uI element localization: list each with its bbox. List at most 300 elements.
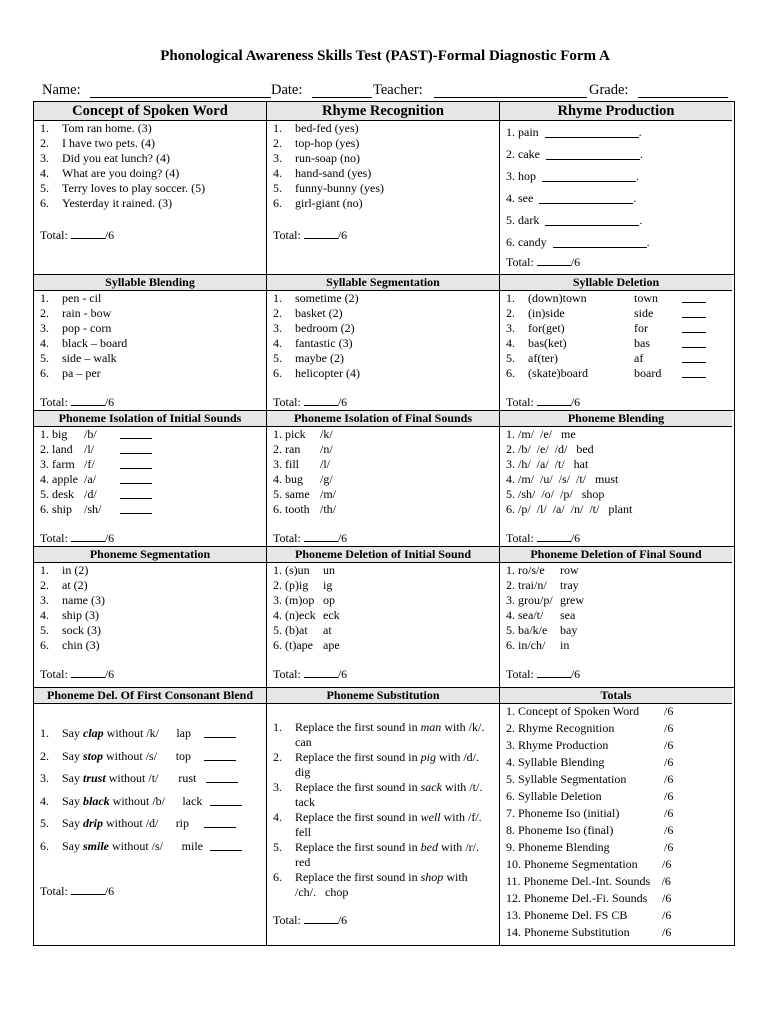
totals-denom: /6 bbox=[664, 823, 674, 837]
totals-denom: /6 bbox=[664, 789, 674, 803]
total-field[interactable] bbox=[71, 883, 105, 895]
syllable-blending-section bbox=[34, 275, 267, 410]
item-number: 2. bbox=[273, 306, 282, 320]
list-item: 1. pain . bbox=[506, 124, 642, 139]
total-denom: /6 bbox=[337, 531, 348, 545]
item-text: at (2) bbox=[62, 578, 88, 592]
item-number: 4. bbox=[506, 755, 518, 769]
total-label: Total: bbox=[40, 228, 68, 242]
totals-row bbox=[506, 857, 728, 874]
total-field[interactable] bbox=[537, 254, 571, 266]
totals-row bbox=[506, 823, 728, 840]
total-denom: /6 bbox=[104, 395, 115, 409]
item-sound: sea bbox=[560, 608, 576, 622]
teacher-label: Teacher: bbox=[373, 82, 423, 98]
totals-row bbox=[506, 789, 728, 806]
item-sound: /g/ bbox=[320, 472, 333, 486]
item-text: see bbox=[518, 190, 534, 205]
item-number: 1. bbox=[273, 427, 285, 441]
first-consonant-blend-deletion-section bbox=[34, 688, 267, 945]
item-number: 6. bbox=[506, 234, 518, 249]
item-number: 2. bbox=[506, 146, 518, 161]
item-number: 5. bbox=[506, 623, 518, 637]
answer-blank[interactable] bbox=[553, 236, 647, 248]
item-number: 5. bbox=[273, 840, 282, 854]
list-item bbox=[40, 794, 262, 817]
item-text: Did you eat lunch? (4) bbox=[62, 151, 170, 165]
item-number: 1. bbox=[40, 726, 49, 740]
total-denom: /6 bbox=[570, 667, 581, 681]
totals-label: Phoneme Del. FS CB bbox=[524, 908, 628, 922]
total-denom: /6 bbox=[337, 228, 348, 242]
list-item bbox=[506, 351, 728, 366]
item-number: 5. bbox=[273, 623, 285, 637]
total-denom: /6 bbox=[570, 395, 581, 409]
total-denom: /6 bbox=[570, 531, 581, 545]
answer-blank[interactable] bbox=[120, 427, 152, 439]
totals-denom: /6 bbox=[664, 772, 674, 786]
item-text: girl-giant (no) bbox=[295, 196, 363, 210]
item-answer: must bbox=[595, 472, 619, 486]
phoneme-deletion-final-section bbox=[500, 547, 732, 687]
item-number: 5. bbox=[273, 351, 282, 365]
item-number: 13. bbox=[506, 908, 524, 922]
total-field[interactable] bbox=[71, 394, 105, 406]
instruction-text: Replace the first sound in bbox=[295, 720, 418, 734]
item-word: land bbox=[52, 442, 73, 456]
item-sound: /sh/ bbox=[84, 502, 102, 516]
total-field[interactable] bbox=[537, 666, 571, 678]
list-item bbox=[273, 608, 495, 623]
date-label: Date: bbox=[271, 82, 303, 98]
list-item bbox=[273, 427, 495, 442]
answer-blank[interactable] bbox=[682, 336, 706, 348]
item-number: 6. bbox=[40, 502, 52, 516]
item-number: 6. bbox=[40, 638, 49, 652]
phoneme-deletion-initial-section bbox=[267, 547, 500, 687]
item-answer: plant bbox=[608, 502, 633, 516]
item-text: black – board bbox=[62, 336, 128, 350]
item-text: chin (3) bbox=[62, 638, 100, 652]
section-title: Syllable Segmentation bbox=[267, 275, 499, 291]
item-number: 4. bbox=[40, 166, 49, 180]
grade-field[interactable] bbox=[638, 97, 728, 98]
list-item bbox=[506, 336, 728, 351]
total-label: Total: bbox=[506, 395, 534, 409]
item-text: sock (3) bbox=[62, 623, 101, 637]
item-sound: /b/ bbox=[84, 427, 97, 441]
item-answer: for bbox=[634, 321, 648, 335]
item-number: 5. bbox=[273, 181, 282, 195]
list-item bbox=[40, 749, 262, 772]
item-answer: lack bbox=[182, 793, 203, 808]
totals-denom: /6 bbox=[661, 874, 671, 888]
totals-label: Syllable Blending bbox=[518, 755, 605, 769]
instruction-text: Replace the first sound in bbox=[295, 810, 418, 824]
instruction-text: Replace the first sound in bbox=[295, 840, 418, 854]
item-answer: red bbox=[295, 855, 311, 869]
list-item: 4. see . bbox=[506, 190, 637, 205]
item-sound: /k/ bbox=[320, 427, 333, 441]
answer-blank[interactable] bbox=[682, 291, 706, 303]
list-item bbox=[40, 306, 262, 321]
list-item bbox=[273, 306, 495, 321]
answer-blank[interactable] bbox=[545, 126, 639, 138]
list-item bbox=[273, 366, 495, 381]
item-sound: /l/ bbox=[84, 442, 95, 456]
item-number: 3. bbox=[273, 457, 285, 471]
item-text: Yesterday it rained. (3) bbox=[62, 196, 173, 210]
item-number: 11. bbox=[506, 874, 524, 888]
totals-row bbox=[506, 721, 728, 738]
item-text: candy bbox=[518, 234, 547, 249]
item-text: dark bbox=[518, 212, 540, 227]
phoneme-substitution-section bbox=[267, 688, 500, 945]
item-number: 2. bbox=[273, 578, 285, 592]
list-item bbox=[40, 578, 262, 593]
list-item bbox=[40, 121, 262, 136]
item-number: 6. bbox=[506, 366, 515, 380]
item-answer: chop bbox=[325, 885, 349, 899]
item-number: 3. bbox=[40, 771, 49, 785]
list-item bbox=[273, 593, 495, 608]
item-number: 6. bbox=[506, 502, 518, 516]
item-word: black bbox=[83, 793, 110, 808]
phoneme-blending-section bbox=[500, 411, 732, 546]
item-number: 6. bbox=[40, 196, 49, 210]
item-text: top-hop (yes) bbox=[295, 136, 360, 150]
list-item: 5. dark . bbox=[506, 212, 643, 227]
item-word: (p)ig bbox=[285, 578, 309, 592]
item-word: (down)town bbox=[528, 291, 587, 305]
item-word: trai/n/ bbox=[518, 578, 547, 592]
item-number: 2. bbox=[40, 578, 49, 592]
list-item bbox=[273, 351, 495, 366]
item-number: 6. bbox=[273, 366, 282, 380]
item-number: 1. bbox=[273, 121, 282, 135]
totals-label: Phoneme Del.-Fi. Sounds bbox=[524, 891, 648, 905]
list-item bbox=[273, 563, 495, 578]
answer-blank[interactable] bbox=[204, 816, 236, 828]
answer-blank[interactable] bbox=[204, 749, 236, 761]
totals-label: Phoneme Del.-Int. Sounds bbox=[523, 874, 651, 888]
totals-row bbox=[506, 738, 728, 755]
answer-blank[interactable] bbox=[542, 170, 636, 182]
item-number: 1. bbox=[506, 124, 518, 139]
totals-section bbox=[500, 688, 732, 945]
totals-label: Syllable Segmentation bbox=[518, 772, 627, 786]
totals-row bbox=[506, 840, 728, 857]
item-sound: /t/ bbox=[148, 771, 159, 785]
list-item bbox=[273, 136, 495, 151]
totals-label: Phoneme Iso (initial) bbox=[518, 806, 620, 820]
total-label: Total: bbox=[273, 228, 301, 242]
syllable-segmentation-section bbox=[267, 275, 500, 410]
totals-label: Syllable Deletion bbox=[518, 789, 602, 803]
name-field[interactable] bbox=[90, 97, 271, 98]
list-item bbox=[273, 810, 495, 840]
answer-blank[interactable] bbox=[539, 192, 633, 204]
instruction-text: Replace the first sound in bbox=[295, 870, 418, 884]
totals-label: Rhyme Recognition bbox=[518, 721, 615, 735]
list-item bbox=[273, 196, 495, 211]
answer-blank[interactable] bbox=[120, 487, 152, 499]
item-word: (b)at bbox=[285, 623, 308, 637]
item-number: 6. bbox=[273, 196, 282, 210]
answer-blank[interactable] bbox=[682, 321, 706, 333]
item-number: 2. bbox=[506, 721, 518, 735]
without-label: without bbox=[106, 748, 143, 763]
item-word: man bbox=[420, 720, 442, 734]
item-number: 2. bbox=[273, 442, 285, 456]
item-sound: un bbox=[323, 563, 335, 577]
item-word: (m)op bbox=[285, 593, 315, 607]
total-field[interactable] bbox=[304, 666, 338, 678]
item-sound: /m/ bbox=[320, 487, 337, 501]
answer-blank[interactable] bbox=[120, 472, 152, 484]
item-text bbox=[295, 840, 495, 870]
item-text: in (2) bbox=[62, 563, 89, 577]
total-field[interactable] bbox=[304, 530, 338, 542]
list-item bbox=[506, 457, 728, 472]
date-field[interactable] bbox=[312, 97, 372, 98]
section-title: Rhyme Production bbox=[500, 102, 732, 121]
item-number: 4. bbox=[40, 793, 49, 808]
item-number: 3. bbox=[40, 457, 52, 471]
item-number: 1. bbox=[506, 563, 518, 577]
list-item bbox=[40, 816, 262, 839]
item-text: run-soap (no) bbox=[295, 151, 360, 165]
section-title: Syllable Deletion bbox=[500, 275, 732, 291]
answer-blank[interactable] bbox=[682, 366, 706, 378]
total-field[interactable] bbox=[71, 227, 105, 239]
with-label: with bbox=[438, 750, 461, 764]
item-sounds: /b/ /e/ /d/ bbox=[518, 442, 568, 456]
form-title: Phonological Awareness Skills Test (PAST)-Formal Diagnostic Form A bbox=[160, 48, 610, 64]
totals-label: Concept of Spoken Word bbox=[518, 704, 640, 718]
answer-blank[interactable] bbox=[682, 306, 706, 318]
item-sound: bay bbox=[560, 623, 578, 637]
item-number: 2. bbox=[506, 306, 515, 320]
list-item bbox=[506, 291, 728, 306]
total-field[interactable] bbox=[71, 530, 105, 542]
item-text: ship (3) bbox=[62, 608, 99, 622]
item-word: farm bbox=[52, 457, 75, 471]
phoneme-isolation-initial-section bbox=[34, 411, 267, 546]
item-number: 1. bbox=[506, 427, 518, 441]
item-sound: /n/ bbox=[320, 442, 333, 456]
grade-label: Grade: bbox=[589, 82, 629, 98]
item-word: trust bbox=[83, 771, 106, 785]
item-text bbox=[295, 780, 495, 810]
total-field[interactable] bbox=[304, 394, 338, 406]
item-sound: /l/ bbox=[320, 457, 331, 471]
item-word: (in)side bbox=[528, 306, 565, 320]
list-item bbox=[273, 457, 495, 472]
list-item bbox=[40, 136, 262, 151]
item-word: tooth bbox=[285, 502, 310, 516]
answer-blank[interactable] bbox=[682, 351, 706, 363]
item-number: 6. bbox=[40, 838, 49, 853]
item-text: basket (2) bbox=[295, 306, 343, 320]
item-number: 1. bbox=[273, 563, 285, 577]
answer-blank[interactable] bbox=[210, 839, 242, 851]
item-word: sack bbox=[420, 780, 442, 794]
item-number: 4. bbox=[506, 472, 518, 486]
answer-blank[interactable] bbox=[210, 794, 242, 806]
phoneme-isolation-final-section bbox=[267, 411, 500, 546]
item-text: maybe (2) bbox=[295, 351, 344, 365]
list-item bbox=[506, 487, 728, 502]
section-title: Syllable Blending bbox=[34, 275, 266, 291]
say-label: Say bbox=[62, 726, 80, 740]
item-number: 3. bbox=[506, 321, 515, 335]
totals-label: Rhyme Production bbox=[518, 738, 609, 752]
totals-denom: /6 bbox=[664, 721, 674, 735]
item-sounds: /p/ /l/ /a/ /n/ /t/ bbox=[518, 502, 600, 516]
answer-blank[interactable] bbox=[120, 502, 152, 514]
item-answer: town bbox=[634, 291, 658, 305]
list-item bbox=[273, 291, 495, 306]
item-number: 9. bbox=[506, 840, 518, 854]
list-item bbox=[40, 593, 262, 608]
item-sound: /d/. bbox=[463, 750, 479, 764]
item-sound: /r/. bbox=[465, 840, 479, 854]
item-number: 3. bbox=[506, 593, 518, 607]
item-text: pop - corn bbox=[62, 321, 112, 335]
without-label: without bbox=[106, 816, 143, 830]
total-denom: /6 bbox=[337, 667, 348, 681]
item-number: 2. bbox=[273, 750, 282, 764]
item-answer: top bbox=[175, 748, 192, 763]
item-answer: dig bbox=[295, 765, 311, 779]
item-sounds: /sh/ /o/ /p/ bbox=[518, 487, 573, 501]
item-number: 1. bbox=[506, 704, 518, 718]
total-label: Total: bbox=[506, 531, 534, 545]
teacher-field[interactable] bbox=[434, 97, 587, 98]
list-item bbox=[40, 366, 262, 381]
section-title: Phoneme Blending bbox=[500, 411, 732, 427]
item-text: Tom ran home. (3) bbox=[62, 121, 152, 135]
list-item bbox=[273, 638, 495, 653]
totals-row bbox=[506, 806, 728, 823]
item-sound: /f/. bbox=[467, 810, 482, 824]
total-field[interactable] bbox=[304, 912, 338, 924]
list-item bbox=[273, 780, 495, 810]
item-word: (n)eck bbox=[285, 608, 316, 622]
item-sound: in bbox=[560, 638, 570, 652]
item-sound: /k/ bbox=[146, 726, 160, 740]
answer-blank[interactable] bbox=[120, 442, 152, 454]
item-number: 4. bbox=[40, 472, 52, 486]
list-item bbox=[40, 291, 262, 306]
item-sound: /s/ bbox=[145, 748, 158, 763]
item-number: 10. bbox=[506, 857, 524, 871]
list-item bbox=[273, 151, 495, 166]
item-word: shop bbox=[420, 870, 444, 884]
list-item bbox=[506, 366, 728, 381]
item-answer: rip bbox=[175, 816, 190, 830]
totals-row bbox=[506, 891, 728, 908]
without-label: without bbox=[108, 771, 146, 785]
total-field[interactable] bbox=[537, 530, 571, 542]
item-number: 2. bbox=[40, 306, 49, 320]
total-field[interactable] bbox=[537, 394, 571, 406]
answer-blank[interactable] bbox=[545, 214, 639, 226]
item-text: What are you doing? (4) bbox=[62, 166, 180, 180]
item-number: 3. bbox=[273, 780, 282, 794]
item-number: 4. bbox=[273, 608, 285, 622]
totals-denom: /6 bbox=[662, 908, 672, 922]
item-sound: row bbox=[560, 563, 579, 577]
item-number: 1. bbox=[506, 291, 515, 305]
total-denom: /6 bbox=[337, 913, 348, 927]
list-item bbox=[506, 623, 728, 638]
answer-blank[interactable] bbox=[206, 771, 238, 783]
list-item bbox=[273, 442, 495, 457]
list-item bbox=[506, 502, 728, 517]
totals-denom: /6 bbox=[662, 925, 672, 939]
item-number: 5. bbox=[40, 351, 49, 365]
item-word: (s)un bbox=[285, 563, 310, 577]
item-sound: /d/ bbox=[145, 816, 159, 830]
item-number: 4. bbox=[273, 166, 282, 180]
item-text: pa – per bbox=[62, 366, 101, 380]
list-item bbox=[506, 306, 728, 321]
item-number: 1. bbox=[40, 563, 49, 577]
list-item bbox=[40, 771, 262, 794]
list-item bbox=[273, 578, 495, 593]
item-word: ro/s/e bbox=[518, 563, 545, 577]
with-label: with bbox=[440, 840, 463, 854]
total-label: Total: bbox=[40, 395, 68, 409]
item-word: drip bbox=[83, 816, 104, 830]
list-item bbox=[273, 336, 495, 351]
answer-blank[interactable] bbox=[204, 726, 236, 738]
say-label: Say bbox=[62, 748, 80, 763]
item-text: sometime (2) bbox=[295, 291, 359, 305]
item-number: 3. bbox=[273, 151, 282, 165]
list-item bbox=[273, 166, 495, 181]
totals-label: Phoneme Blending bbox=[518, 840, 610, 854]
rhyme-production-section bbox=[500, 102, 732, 274]
syllable-deletion-section bbox=[500, 275, 732, 410]
item-number: 8. bbox=[506, 823, 518, 837]
total-label: Total: bbox=[506, 255, 534, 269]
item-word: pick bbox=[285, 427, 306, 441]
answer-blank[interactable] bbox=[546, 148, 640, 160]
list-item bbox=[506, 321, 728, 336]
section-title: Phoneme Deletion of Final Sound bbox=[500, 547, 732, 563]
item-number: 7. bbox=[506, 806, 518, 820]
total-label: Total: bbox=[40, 667, 68, 681]
item-number: 1. bbox=[273, 291, 282, 305]
list-item bbox=[40, 442, 262, 457]
item-number: 3. bbox=[40, 593, 49, 607]
list-item bbox=[273, 870, 495, 900]
item-word: ran bbox=[285, 442, 301, 456]
list-item bbox=[506, 472, 728, 487]
list-item bbox=[40, 351, 262, 366]
total-field[interactable] bbox=[71, 666, 105, 678]
answer-blank[interactable] bbox=[120, 457, 152, 469]
item-sound: /f/ bbox=[84, 457, 95, 471]
item-word: sea/t/ bbox=[518, 608, 544, 622]
item-word: clap bbox=[83, 726, 104, 740]
without-label: without bbox=[106, 726, 144, 740]
total-field[interactable] bbox=[304, 227, 338, 239]
item-number: 1. bbox=[40, 291, 49, 305]
